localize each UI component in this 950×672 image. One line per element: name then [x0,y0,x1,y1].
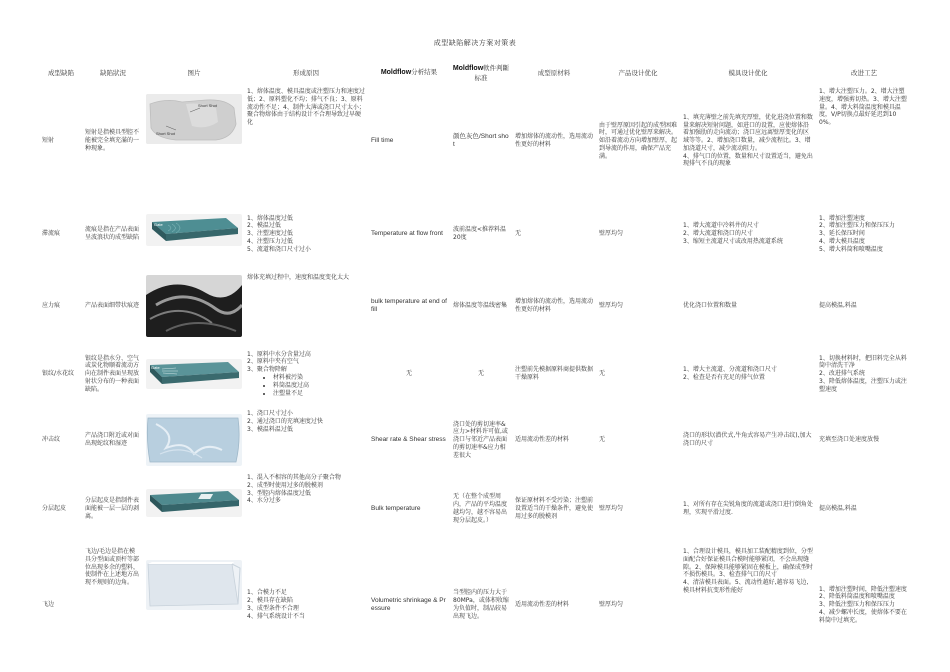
process-improvement: 提高模温,料温 [819,505,857,513]
cause-sub-item: • 材料被污染 [273,374,365,382]
mf-result: bulk temperature at end of fill [371,297,447,313]
defect-condition: 飞边/毛边是指在模具分型面或顶杆等部位出现多余的塑料，使制件在上述地方出现不规则的边角。 [85,548,140,587]
process-improvement: 充填至浇口处速度放慢 [819,436,880,444]
mf-standard: 波前温度<推荐料温20度 [453,226,507,241]
material: 注塑前先模据原料商提供数据干燥原料 [515,366,594,381]
defect-cause: 1、熔体温度、模具温度或注塑压力和速度过低；2、原料塑化不均；排气不良；3、原料流动性不足；4、制件太薄或浇口尺寸太小；聚合物熔体由于结构设计不合理导致过早硬化 [247,88,365,127]
cause-item: 1、浇口尺寸过小 [247,410,293,417]
silver-streak-picture [146,359,242,389]
defect-name: 飞边 [42,601,55,609]
process-improvement: 提高模温,料温 [819,302,857,310]
mf-result: Fill time [371,136,394,144]
table-row [40,408,912,472]
defect-cause [244,196,368,272]
header-material: 成型原材料 [537,68,571,77]
image-label: Gate [154,222,163,227]
cause-item: 2、成型时使用过多的脱模剂 [247,481,323,489]
header-condition: 缺陷狀況 [100,68,126,77]
flow-mark-picture [146,214,242,246]
process-item: 2、增加注塑压力和保压压力 [819,222,895,230]
defect-condition: 分层起皮是指制件表面能被一层一层的剥离。 [85,497,140,520]
table-row [40,472,912,546]
defect-image-cell [144,272,244,340]
stress-mark-picture [146,275,242,337]
defect-image-cell [144,196,244,272]
short-shot-picture [146,94,242,144]
header-defect: 成型缺陷 [48,68,74,77]
process-item: 3、延长保压时间 [819,230,865,238]
image-label: Short Shot [198,103,217,108]
header-mf-result [368,60,450,86]
mf-result: Volumetric shrinkage & Pressure [371,596,446,612]
cause-sub-list [247,374,365,397]
mf-result: Temperature at flow front [371,229,443,237]
mold-design: 1、增大主流道、分流道和浇口尺寸 2、检查是否有充足的排气位置 [683,366,777,381]
table-row [40,86,912,196]
silver-streak-image [146,359,242,389]
process-item: 1、增加注塑速度 [819,214,865,222]
defect-cause [244,546,368,664]
process-improvement: 1、增大注塑压力。2、增大注塑速度，增强剪切热。3、增大注塑量。4、增大料筒温度和模具温度，V/P切换点最好延迟到100%。 [819,88,907,127]
cause-item: 4、水分过多 [247,497,281,505]
defect-name: 分层起皮 [42,505,67,513]
material: 适用流动性差的材料 [515,601,570,609]
defect-image-cell [144,408,244,472]
mf-standard: 颜色灰色/Short shot [453,132,509,148]
image-label: Short Shot [156,131,175,136]
process-item: 2、改进排气系统 [819,370,865,378]
mold-design: 1、合理设计模具，模具加工装配精度到位，分型面配合好保证模具合模时能够紧闭，不会出现缝隙。2、保障模具能够紧固在模板上，确保成型时不损伤模具。3、检查排气口的尺寸 4、清洁模具表面。5、流动性越好,越容易飞边,模具材料抗变形性能好 [683,548,813,594]
header-mf-std-bold: Moldflow [452,65,484,73]
process-improvement [816,196,912,272]
mf-standard: 当型腔内的压力大于80MPa，或体积收缩为负值时，制品较易出现飞边。 [453,589,509,620]
defect-image-cell [144,86,244,196]
cause-sub-item: • 料筒温度过高 [273,382,365,390]
short-shot-image [146,94,242,144]
defect-condition: 产品表面细带状痕迹 [85,302,140,310]
process-improvement [816,340,912,408]
header-product: 产品设计优化 [618,68,658,77]
table-row [40,272,912,340]
cause-item: 4、注塑压力过低 [247,237,293,245]
process-item: 1、切换材料时，把旧料完全从料筒中清洗干净 [819,354,907,370]
delamination-picture [146,489,242,517]
header-image: 图片 [187,68,201,77]
defect-cause [244,472,368,546]
stress-mark-image [146,275,242,337]
defect-condition: 产品浇口附近或对面出现蛇纹和湿迹 [85,432,140,447]
cause-item: 5、流道和浇口尺寸过小 [247,245,311,253]
mold-design: 1、增大流道中冷料井的尺寸 2、增大流道和浇口的尺寸 3、缩短主流道尺寸或改用热流道系统 [683,222,783,245]
table-row [40,196,912,272]
cause-item: 3、模温料温过低 [247,425,293,433]
product-design: 无 [599,436,606,444]
product-design: 无 [599,370,606,378]
defect-name: 应力痕 [42,302,61,310]
jetting-picture [146,414,242,466]
product-design: 壁厚均匀 [599,505,624,513]
defect-image-cell [144,546,244,664]
flow-mark-image [146,214,242,246]
material: 增加熔体的流动性，选用流动性更好的材料 [515,133,594,148]
header-mf-standard [450,60,512,86]
cause-item: 2、原料中夹有空气 [247,358,299,366]
header-mf-result-rest: 分析结果 [411,68,438,77]
table-row [40,546,912,664]
mold-design: 浇口的形状(潜伏式,牛角式容易产生冲击纹),加大浇口的尺寸 [683,432,812,447]
defect-table [40,60,912,664]
process-improvement: 1、增加注塑时间，降低注塑速度 2、降低料筒温度和喷嘴温度 3、降低注塑压力和保压压力 4、减少螺冲长度，使熔体不要在料筒中过填充。 [819,585,907,624]
cause-item: 2、模具存在缺陷 [247,597,293,605]
defect-condition: 银纹是指水分、空气或炭化物顺着流动方向在制件表面呈现放射状分布的一种表面缺陷。 [85,354,140,393]
product-design: 壁厚均匀 [599,302,624,310]
header-row [40,60,912,86]
mf-result: 无 [405,370,412,378]
cause-item: 2、通过浇口的充填速度过快 [247,417,323,425]
header-process: 改进工艺 [851,68,877,77]
header-mf-result-bold: Moldflow [380,69,412,77]
process-item: 4、增大模具温度 [819,237,865,245]
header-cause: 形成原因 [293,68,319,77]
defect-cause: 熔体充填过程中，速度和温度变化太大 [247,274,350,281]
defect-name: 短射 [42,137,55,145]
material: 增加熔体的流动性，选用流动性更好的材料 [515,298,594,313]
cause-item: 1、熔体温度过低 [247,214,293,222]
mold-design: 1、对所有存在尖锐角度的流道或浇口进行倒角处理，实现平滑过度. [683,501,813,516]
defect-condition: 流痕是指在产品表面呈波浪状的成型缺陷 [85,226,140,241]
defect-name: 银纹/水花纹 [42,370,75,378]
product-design: 壁厚均匀 [599,230,624,238]
jetting-image [146,414,242,466]
cause-item: 1、合模力不足 [247,589,287,597]
cause-item: 3、注塑速度过低 [247,230,293,238]
cause-item: 3、成型条件不合理 [247,605,299,612]
mold-design: 优化浇口位置和数量 [683,302,738,310]
cause-item: 4、排气系统设计不当 [247,612,305,620]
flash-picture [146,560,242,610]
process-item: 5、增大料筒和喷嘴温度 [819,245,883,253]
cause-item: 3、型腔内熔体温度过低 [247,489,311,497]
cause-item: 1、混入不相容的其他高分子聚合物 [247,474,341,481]
header-mold: 模具设计优化 [728,68,768,77]
mold-design: 1、填充薄壁之前先填充厚壁，优化进浇位置和数量来解决短射问题，如进口的设置，应使熔体沿着加强肋的走向流动；浇口应远离壁厚变化的区域等等。2、增加浇口数量，减少流程比。3、增加浇道尺寸，减少流动阻力。 4、排气口的位置，数量和尺寸设置适当，避免出现排气不良的现象 [683,113,813,168]
delamination-image [146,489,242,517]
material: 无 [515,230,522,238]
mf-standard: 熔体温度等温线密集 [453,302,508,310]
mf-result: Shear rate & Shear stress [371,435,446,443]
mf-result: Bulk temperature [371,504,421,512]
mf-standard: 无 [477,370,484,378]
mf-standard: 无（在整个成型周内，产品的平均温度越均匀，越不容易出现分层起皮。） [453,493,508,524]
defect-name: 冲击纹 [42,436,61,444]
defect-cause [244,408,368,472]
image-label: Gate [151,365,160,370]
flash-image [146,560,242,610]
product-design: 由于壁厚原因引起的成型困难时，可通过优化壁厚来解决。如沿着流动方向增加壁厚，起到导流的作用，确保产品充满。 [599,121,678,160]
defect-image-cell [144,340,244,408]
material: 保证原材料不受污染；注塑前设置适当的干燥条件，避免使用过多的脱模剂 [515,497,594,520]
defect-name: 滞流痕 [42,230,61,238]
material: 适用流动性差的材料 [515,436,570,444]
cause-item: 3、聚合物降解 [247,366,287,374]
page-title: 成型缺陷解决方案对策表 [433,39,517,47]
cause-item: 2、模温过低 [247,222,281,230]
defect-image-cell [144,472,244,546]
header-mf-std-rest: 軟件判斷标准 [474,64,510,82]
defect-condition: 短射是指模具型腔不能被完全填充滿的一种现象。 [85,129,140,152]
process-item: 3、降低熔体温度，注塑压力或注塑速度 [819,377,907,393]
table-row [40,340,912,408]
defect-cause [244,340,368,408]
mf-standard: 浇口处的剪切速率&应力>材料许可值,或浇口与邻近产品表面的剪切速率&应力相差很大 [453,420,508,459]
product-design: 壁厚均匀 [599,601,624,609]
cause-sub-item: • 注塑量不足 [273,390,365,398]
cause-item: 1、原料中水分含量过高 [247,350,311,358]
